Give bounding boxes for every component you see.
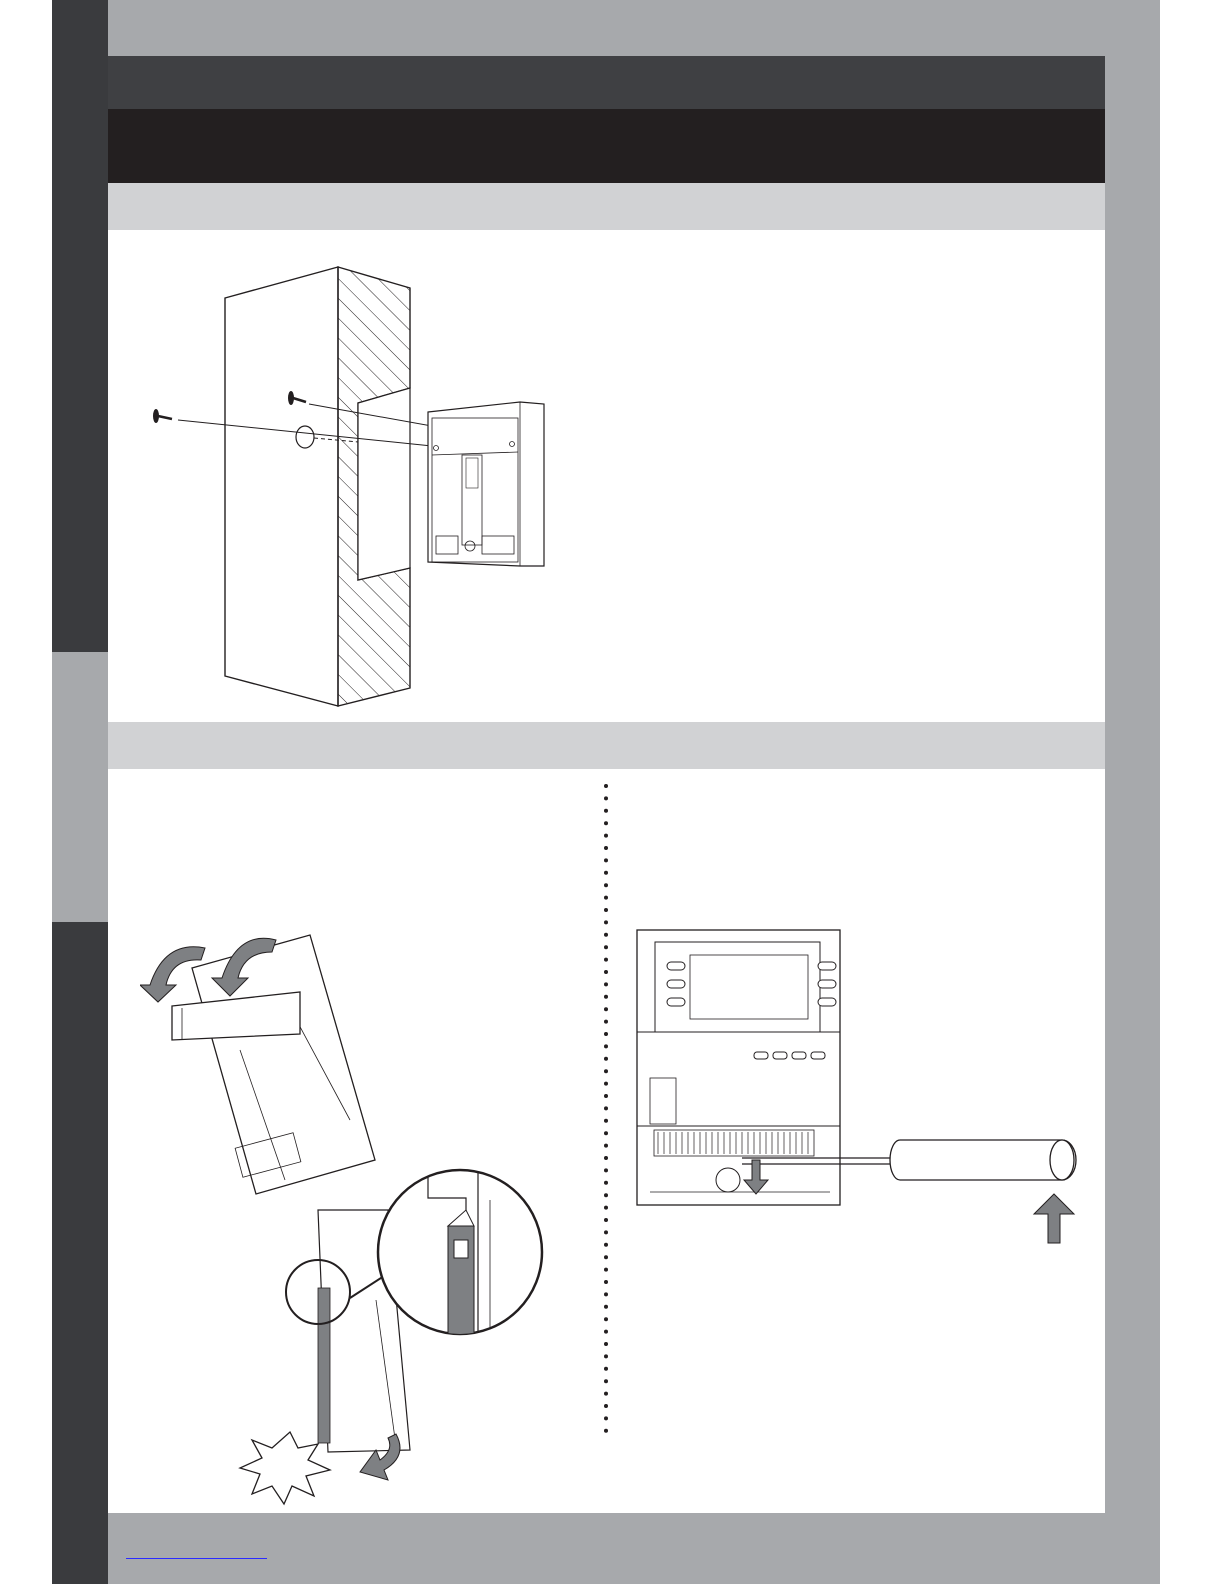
divider-dot [604, 970, 608, 974]
dotted-divider [600, 780, 614, 1445]
divider-dot [604, 982, 608, 986]
divider-dot [604, 908, 608, 912]
divider-dot [604, 1404, 608, 1408]
side-tab-dark-bottom [52, 922, 108, 1584]
divider-dot [604, 858, 608, 862]
divider-dot [604, 1305, 608, 1309]
screw-icon [153, 409, 172, 423]
side-tab-dark-top [52, 0, 108, 652]
click-burst-icon [240, 1432, 330, 1504]
divider-dot [604, 1416, 608, 1420]
arrow-up-icon [1034, 1194, 1074, 1243]
frame-bottom [108, 1513, 1160, 1584]
divider-dot [604, 1119, 608, 1123]
side-tab-grey [52, 652, 108, 922]
divider-dot [604, 1131, 608, 1135]
divider-dot [604, 821, 608, 825]
divider-dot [604, 1342, 608, 1346]
divider-dot [604, 1379, 608, 1383]
divider-dot [604, 945, 608, 949]
divider-dot [604, 1218, 608, 1222]
divider-dot [604, 1181, 608, 1185]
divider-dot [604, 1007, 608, 1011]
divider-dot [604, 1057, 608, 1061]
frame-right [1105, 0, 1160, 1584]
divider-dot [604, 1429, 608, 1433]
divider-dot [604, 846, 608, 850]
divider-dot [604, 1082, 608, 1086]
divider-dot [604, 1206, 608, 1210]
divider-dot [604, 1044, 608, 1048]
divider-dot [604, 1255, 608, 1259]
divider-dot [604, 871, 608, 875]
divider-dot [604, 784, 608, 788]
divider-dot [604, 995, 608, 999]
divider-dot [604, 1230, 608, 1234]
divider-dot [604, 1317, 608, 1321]
divider-dot [604, 1292, 608, 1296]
divider-dot [604, 1392, 608, 1396]
divider-dot [604, 796, 608, 800]
device-base-plate [428, 402, 544, 566]
divider-dot [604, 834, 608, 838]
screwdriver-handle [890, 1140, 1076, 1180]
title-band [108, 109, 1105, 183]
divider-dot [604, 1156, 608, 1160]
divider-dot [604, 1094, 608, 1098]
divider-dot [604, 933, 608, 937]
divider-dot [604, 1268, 608, 1272]
divider-dot [604, 1354, 608, 1358]
wall-mount-illustration [140, 260, 560, 710]
screwdriver-release-illustration [628, 925, 1088, 1250]
frame-top [108, 0, 1160, 56]
magnified-clip-detail [372, 1168, 548, 1340]
divider-dot [604, 1280, 608, 1284]
divider-dot [604, 920, 608, 924]
divider-dot [604, 1168, 608, 1172]
divider-dot [604, 809, 608, 813]
header-band [108, 56, 1105, 109]
footer-link[interactable] [126, 1558, 267, 1559]
divider-dot [604, 1020, 608, 1024]
divider-dot [604, 883, 608, 887]
divider-dot [604, 1144, 608, 1148]
divider-dot [604, 896, 608, 900]
divider-dot [604, 1032, 608, 1036]
section-2-header [108, 722, 1105, 769]
divider-dot [604, 1367, 608, 1371]
divider-dot [604, 1330, 608, 1334]
divider-dot [604, 1069, 608, 1073]
divider-dot [604, 958, 608, 962]
divider-dot [604, 1243, 608, 1247]
divider-dot [604, 1106, 608, 1110]
divider-dot [604, 1193, 608, 1197]
section-1-header [108, 183, 1105, 230]
